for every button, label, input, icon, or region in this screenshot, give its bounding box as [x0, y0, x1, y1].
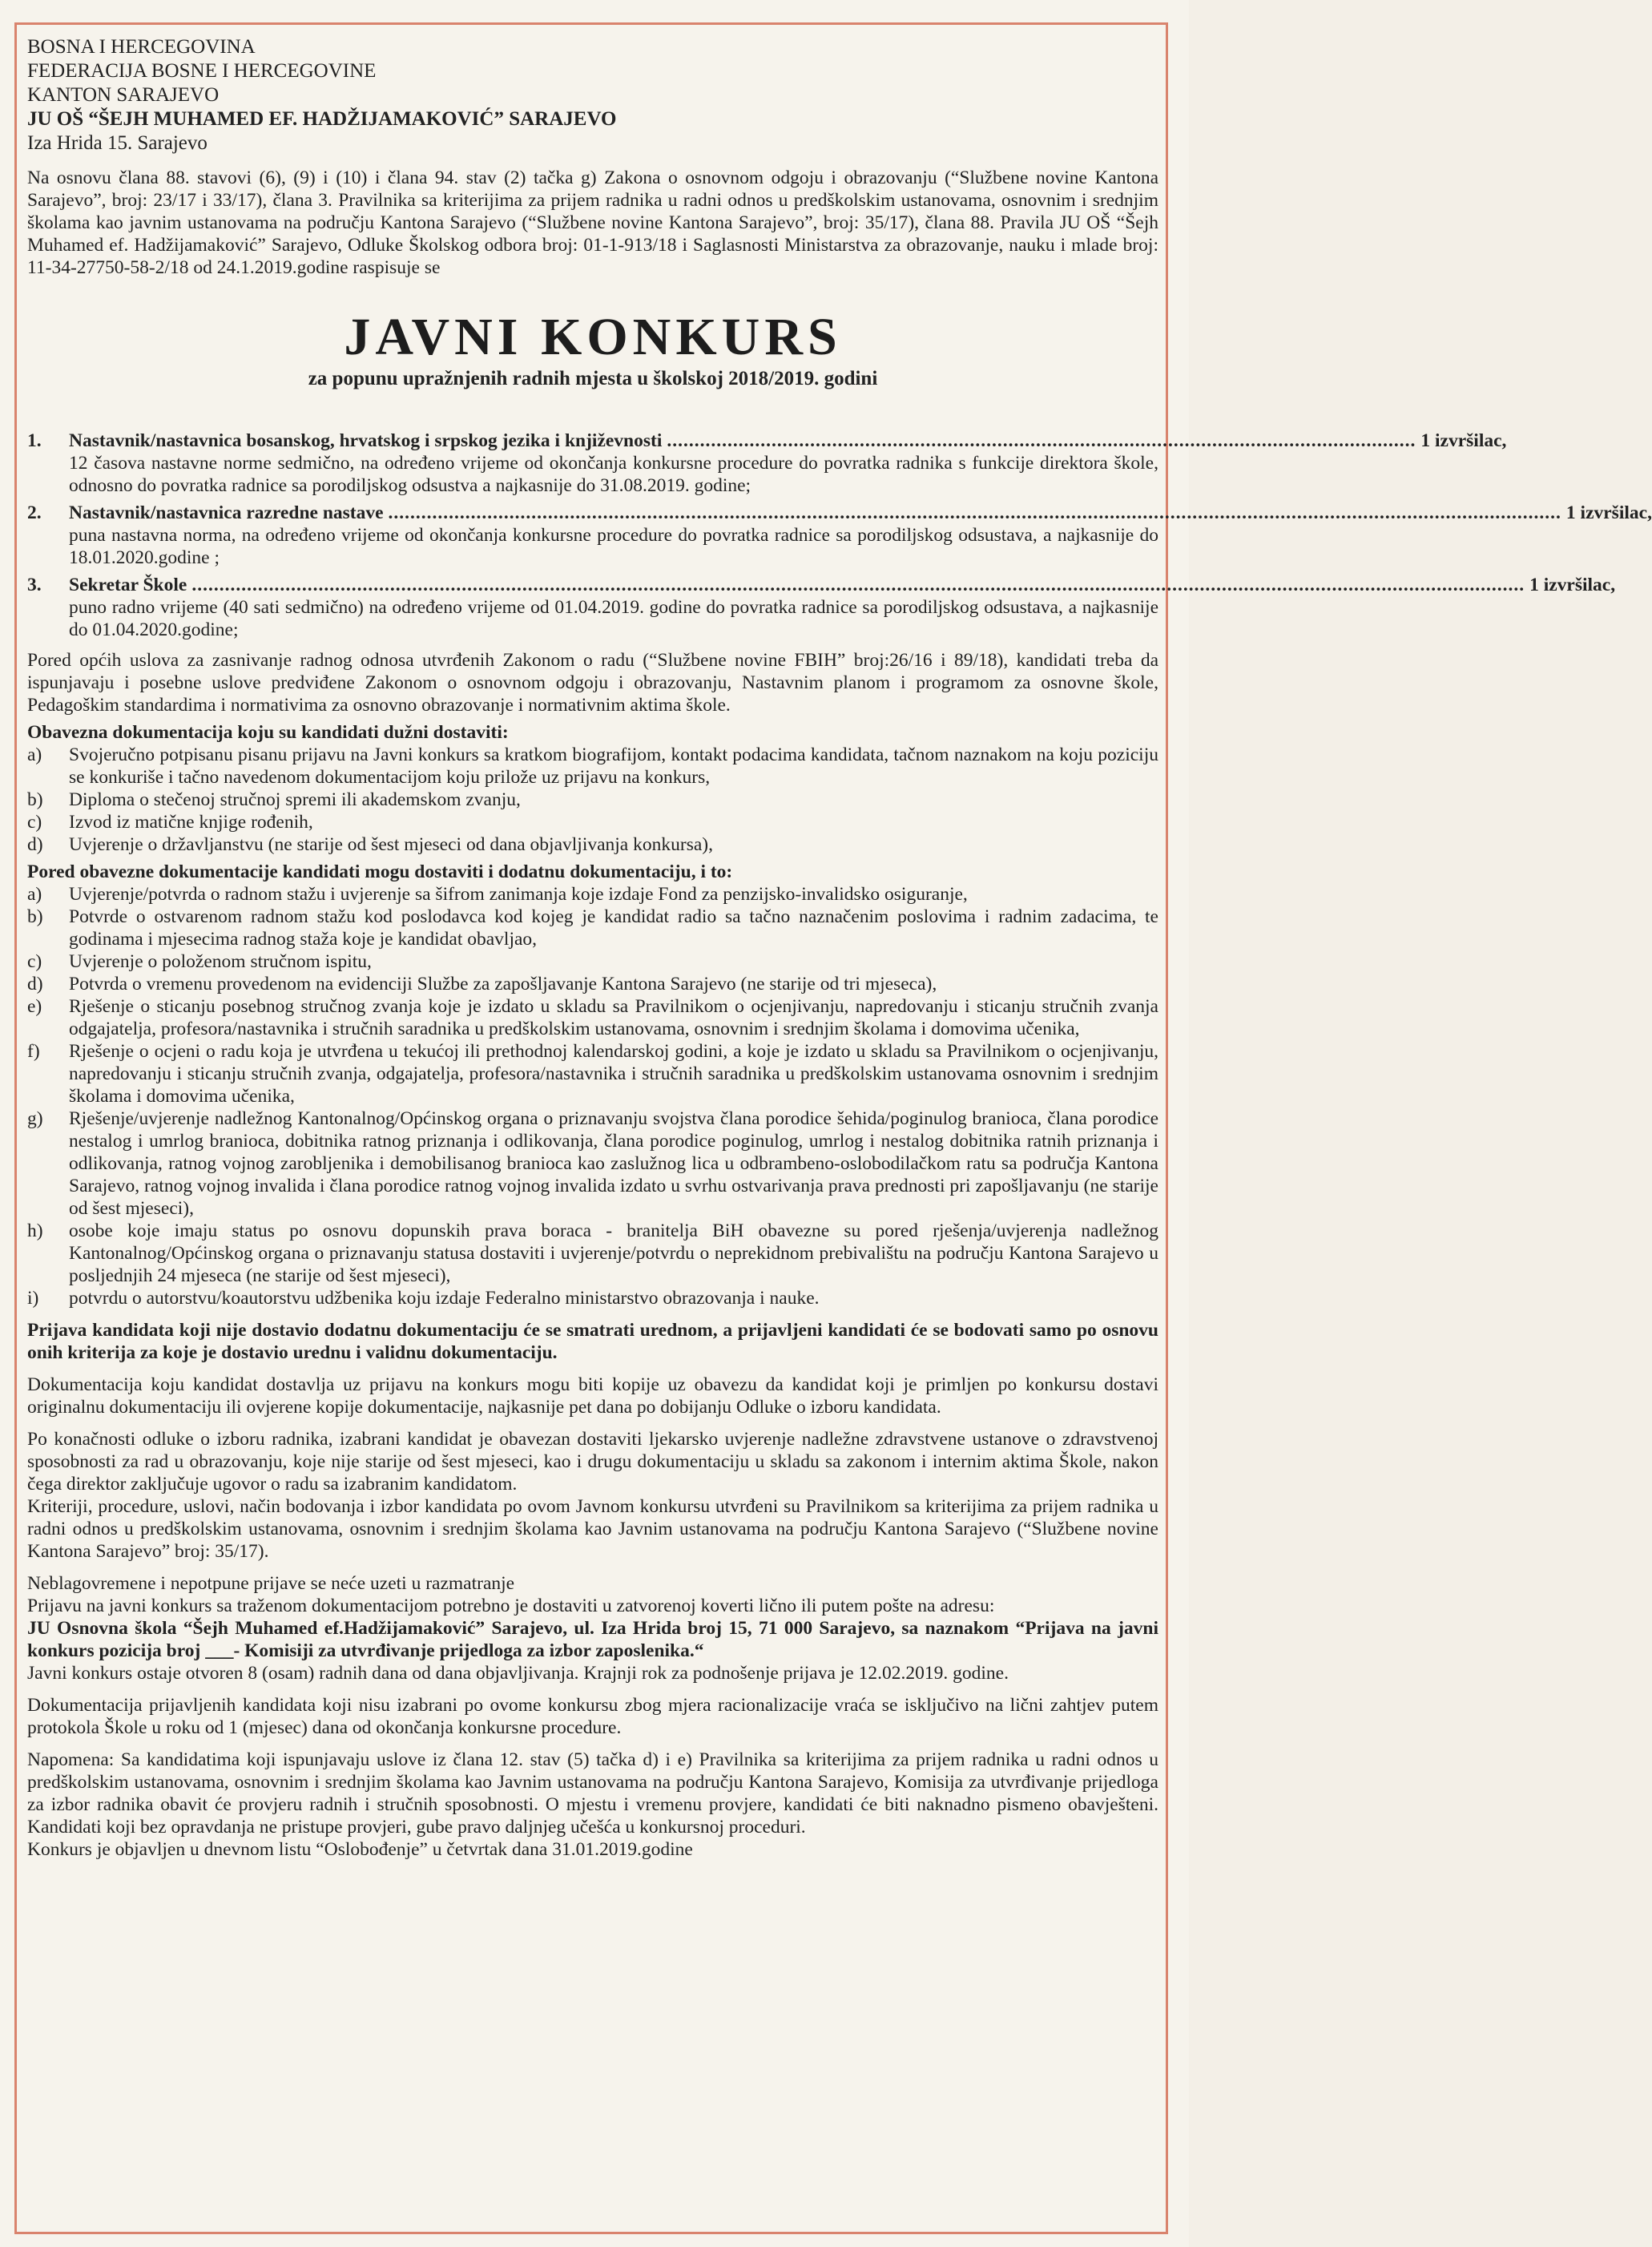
list-letter: d): [27, 834, 43, 855]
list-letter: e): [27, 996, 42, 1017]
list-item: [27, 789, 1158, 811]
list-item: [27, 833, 1158, 856]
criteria-paragraph: Kriteriji, procedure, uslovi, način bodovanja i izbor kandidata po ovom Javnom konkursu utvrđeni su Pravilnikom sa kriterijima za prijem radnika u radni odnos u predškolskim ustanovama, osnovnim i srednjim školama kao Javnim ustanovama na području Kantona Sarajevo (“Službene novine Kantona Sarajevo” broj: 35/17).: [27, 1496, 1158, 1562]
list-item: [27, 1287, 1158, 1309]
leader-dots: ........................................................................................................................................: [667, 430, 1416, 451]
list-item: [27, 1220, 1158, 1287]
list-item: [27, 973, 1158, 995]
position-name: Sekretar Škole: [69, 575, 187, 595]
position-description: 12 časova nastavne norme sedmično, na određeno vrijeme od okončanja konkursne procedure do povratka radnika s funkcije direktora škole, odnosno do povratka radnice sa porodiljskog odsustva a najkasnije do 31.08.2019. godine;: [69, 453, 1158, 496]
list-text: Uvjerenje o državljanstvu (ne starije od šest mjeseci od dana objavljivanja konkursa),: [69, 834, 713, 855]
return-docs-paragraph: Dokumentacija prijavljenih kandidata koji nisu izabrani po ovome konkursu zbog mjera racionalizacije vraća se isključivo na lični zahtjev putem protokola Škole u roku od 1 (mjesec) dana od okončanja konkursne procedure.: [27, 1695, 1158, 1738]
list-item: [27, 950, 1158, 973]
list-item: [27, 1107, 1158, 1220]
medical-certificate-paragraph: Po konačnosti odluke o izboru radnika, izabrani kandidat je obavezan dostaviti ljekarsko uvjerenje nadležne zdravstvene ustanove o zdravstvenoj sposobnosti za rad u obrazovanju, koje nije starije od šest mjeseci, kao i drugu dokumentaciju u skladu sa zakonom i internim aktima Škole, nakon čega direktor zaključuje ugovor o radu sa izabranim kandidatom.: [27, 1429, 1158, 1495]
list-text: Svojeručno potpisanu pisanu prijavu na Javni konkurs sa kratkom biografijom, kontakt podacima kandidata, tačnom naznakom na koju poziciju se konkuriše i tačno navedenom dokumentacijom koju prilože uz prijavu na konkurs,: [69, 744, 1158, 788]
list-text: osobe koje imaju status po osnovu dopunskih prava boraca - branitelja BiH obavezne su pored rješenja/uvjerenja nadležnog Kantonalnog/Općinskog organa o priznavanju statusa dostaviti i uvjerenje/potvrdu o neprekidnom prebivalištu na području Kantona Sarajevo u posljednjih 24 mjeseca (ne starije od šest mjeseci),: [69, 1220, 1158, 1286]
leader-dots: ..................................................................................................................................................................................................................................................: [191, 575, 1525, 595]
list-letter: c): [27, 812, 42, 833]
position-count: 1 izvršilac,: [1565, 502, 1652, 523]
list-letter: b): [27, 789, 43, 810]
submission-instructions: Prijavu na javni konkurs sa traženom dokumentacijom potrebno je dostaviti u zatvorenoj koverti lično ili putem pošte na adresu:: [27, 1595, 995, 1616]
list-item: [27, 744, 1158, 789]
list-item: [27, 906, 1158, 950]
deadline-paragraph: Javni konkurs ostaje otvoren 8 (osam) radnih dana od dana objavljivanja. Krajnji rok za podnošenje prijava je 12.02.2019. godine.: [27, 1663, 1009, 1684]
untimely-applications: Neblagovremene i nepotpune prijave se neće uzeti u razmatranje: [27, 1573, 515, 1594]
position-description: puna nastavna norma, na određeno vrijeme od okončanja konkursne procedure do povratka radnice sa porodiljskog odsustava, a najkasnije do 18.01.2020.godine ;: [69, 525, 1158, 568]
position-number: 1.: [27, 430, 42, 451]
list-text: Rješenje o ocjeni o radu koja je utvrđena u tekućoj ili prethodnoj kalendarskoj godini, a koje je izdato u skladu sa Pravilnikom o ocjenjivanju, napredovanju i sticanju stručnih zvanja, odgajatelja, profesora/nastavnika i stručnih saradnika u predškolskim ustanovama osnovnim i srednjim školama i domovima učenika,: [69, 1041, 1158, 1107]
list-text: Potvrda o vremenu provedenom na evidenciji Službe za zapošljavanje Kantona Sarajevo (ne starije od tri mjeseca),: [69, 974, 937, 994]
list-letter: a): [27, 884, 42, 905]
position-item: [27, 430, 1507, 497]
copies-paragraph: Dokumentacija koju kandidat dostavlja uz prijavu na konkurs mogu biti kopije uz obavezu da kandidat koji je primljen po konkursu dostavi originalnu dokumentaciju ili ovjerene kopije dokumentacije, najkasnije pet dana po dobijanju Odluke o izboru kandidata.: [27, 1374, 1158, 1418]
scoring-note: Prijava kandidata koji nije dostavio dodatnu dokumentaciju će se smatrati urednom, a prijavljeni kandidati će se bodovati samo po osnovu onih kriterija za koje je dostavio urednu i validnu dokumentaciju.: [27, 1320, 1158, 1363]
legal-basis-paragraph: Na osnovu člana 88. stavovi (6), (9) i (10) i člana 94. stav (2) tačka g) Zakona o osnovnom odgoju i obrazovanju (“Službene novine Kantona Sarajevo”, broj: 23/17 i 33/17), člana 3. Pravilnika sa kriterijima za prijem radnika u radni odnos u predškolskim ustanovama, osnovnim i srednjim školama kao javnim ustanovama na području Kantona Sarajevo (“Službene novine Kantona Sarajevo”, broj: 35/17), člana 88. Pravila JU OŠ “Šejh Muhamed ef. Hadžijamaković” Sarajevo, Odluke Školskog odbora broj: 01-1-913/18 i Saglasnosti Ministarstva za obrazovanje, nauku i mlade broj: 11-34-27750-58-2/18 od 24.1.2019.godine raspisuje se: [27, 167, 1158, 278]
list-letter: b): [27, 906, 43, 927]
list-letter: h): [27, 1220, 43, 1241]
list-item: [27, 995, 1158, 1040]
position-name: Nastavnik/nastavnica razredne nastave: [69, 502, 384, 523]
note-paragraph: Napomena: Sa kandidatima koji ispunjavaju uslove iz člana 12. stav (5) tačka d) i e) Pravilnika sa kriterijima za prijem radnika u radni odnos u predškolskim ustanovama, osnovnim i srednjim školama kao Javnim ustanovama na području Kantona Sarajevo, Komisija za utvrđivanje prijedloga za izbor radnika obavit će provjeru radnih i stručnih sposobnosti. O mjestu i vremenu provjere, kandidati će biti naknadno pismeno obavješteni. Kandidati koji bez opravdanja ne pristupe provjeri, gube pravo daljnjeg učešća u konkursnoj proceduri.: [27, 1749, 1158, 1838]
list-text: Rješenje/uvjerenje nadležnog Kantonalnog/Općinskog organa o priznavanju svojstva člana porodice šehida/poginulog branioca, člana porodice nestalog i umrlog branioca, dobitnika ratnog priznanja i odlikovanja, člana porodice poginulog, umrlog i nestalog dobitnika ratnih priznanja i odlikovanja, ratnog vojnog zarobljenika i demobilisanog branioca kao zaslužnog lica u odbrambeno-oslobodilačkom ratu sa područja Kantona Sarajevo, ratnog vojnog invalida i člana porodice ratnog vojnog invalida izdato u svrhu ostvarivanja prava prednosti pri zapošljavanju (ne starije od šest mjeseci),: [69, 1108, 1158, 1219]
page-title: JAVNI KONKURS: [344, 308, 842, 366]
additional-docs-heading: Pored obavezne dokumentacije kandidati mogu dostaviti i dodatnu dokumentaciju, i to:: [27, 861, 733, 882]
position-number: 3.: [27, 575, 42, 595]
list-text: potvrdu o autorstvu/koautorstvu udžbenika koju izdaje Federalno ministarstvo obrazovanja i nauke.: [69, 1288, 820, 1309]
general-conditions-paragraph: Pored općih uslova za zasnivanje radnog odnosa utvrđenih Zakonom o radu (“Službene novine FBIH” broj:26/16 i 89/18), kandidati treba da ispunjavaju i posebne uslove predviđene Zakonom o osnovnom odgoju i obrazovanju, Nastavnim planom i programom za osnovne škole, Pedagoškim standardima i normativima za osnovno obrazovanje i normativnim aktima škole.: [27, 650, 1158, 716]
list-item: [27, 883, 1158, 906]
list-text: Izvod iz matične knjige rođenih,: [69, 812, 313, 833]
submission-address: JU Osnovna škola “Šejh Muhamed ef.Hadžijamaković” Sarajevo, ul. Iza Hrida broj 15, 71 000 Sarajevo, sa naznakom “Prijava na javni konkurs pozicija broj ___- Komisiji za utvrđivanje prijedloga za izbor zaposlenika.“: [27, 1618, 1158, 1661]
page-subtitle: za popunu upražnjenih radnih mjesta u školskoj 2018/2019. godini: [308, 368, 878, 389]
publication-info: Konkurs je objavljen u dnevnom listu “Oslobođenje” u četvrtak dana 31.01.2019.godine: [27, 1839, 693, 1860]
list-letter: f): [27, 1041, 40, 1062]
position-count: 1 izvršilac,: [1529, 575, 1616, 595]
header-canton: KANTON SARAJEVO: [27, 84, 220, 106]
leader-dots: .....................................................................................................................................................................................................................: [388, 502, 1561, 523]
position-description: puno radno vrijeme (40 sati sedmično) na određeno vrijeme od 01.04.2019. godine do povratka radnice sa porodiljskog odsustava, a najkasnije do 01.04.2020.godine;: [69, 597, 1158, 640]
positions-list: [27, 430, 1652, 641]
position-name: Nastavnik/nastavnica bosanskog, hrvatskog i srpskog jezika i književnosti: [69, 430, 663, 451]
header-country: BOSNA I HERCEGOVINA: [27, 36, 256, 58]
header-school: JU OŠ “ŠEJH MUHAMED EF. HADŽIJAMAKOVIĆ” SARAJEVO: [27, 108, 617, 130]
list-text: Potvrde o ostvarenom radnom stažu kod poslodavca kod kojeg je kandidat radio sa tačno naznačenim poslovima i radnim zadacima, te godinama i mjesecima radnog staža koje je kandidat obavljao,: [69, 906, 1158, 950]
issuer-header: [27, 35, 1158, 155]
announcement: [27, 35, 1652, 1861]
list-text: Uvjerenje/potvrda o radnom stažu i uvjerenje sa šifrom zanimanja koje izdaje Fond za penzijsko-invalidsko osiguranje,: [69, 884, 968, 905]
list-text: Diploma o stečenoj stručnoj spremi ili akademskom zvanju,: [69, 789, 521, 810]
list-text: Uvjerenje o položenom stručnom ispitu,: [69, 951, 372, 972]
list-item: [27, 1040, 1158, 1107]
position-item: [27, 502, 1652, 569]
position-number: 2.: [27, 502, 42, 523]
list-letter: a): [27, 744, 42, 765]
position-item: [27, 574, 1616, 641]
header-address: Iza Hrida 15. Sarajevo: [27, 132, 208, 154]
list-letter: d): [27, 974, 43, 994]
mandatory-docs-list: [27, 744, 1158, 856]
header-federation: FEDERACIJA BOSNE I HERCEGOVINE: [27, 60, 377, 82]
position-count: 1 izvršilac,: [1420, 430, 1507, 451]
list-text: Rješenje o sticanju posebnog stručnog zvanja koje je izdato u skladu sa Pravilnikom o ocjenjivanju, napredovanju i sticanju stručnih zvanja odgajatelja, profesora/nastavnika i stručnih saradnika u predškolskim ustanovama, osnovnim i srednjim školama i domovima učenika,: [69, 996, 1158, 1039]
additional-docs-list: [27, 883, 1158, 1309]
list-letter: c): [27, 951, 42, 972]
list-letter: g): [27, 1108, 43, 1129]
list-item: [27, 811, 1158, 833]
mandatory-docs-heading: Obavezna dokumentacija koju su kandidati dužni dostaviti:: [27, 722, 509, 743]
list-letter: i): [27, 1288, 39, 1309]
